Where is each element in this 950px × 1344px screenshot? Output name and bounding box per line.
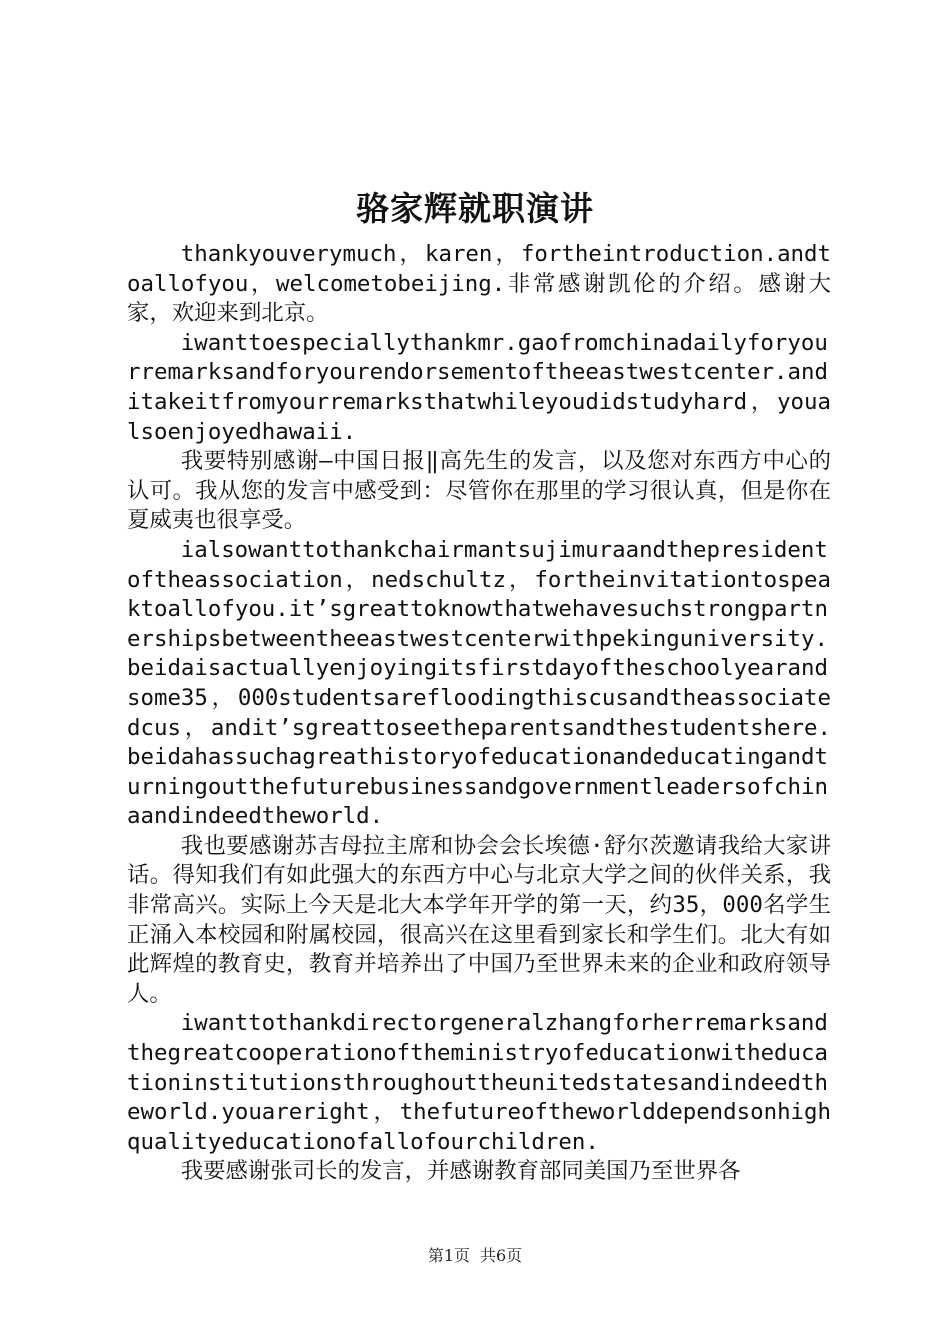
paragraph: thankyouverymuch，karen，fortheintroduction.andtoallofyou，welcometobeijing.非常感谢凯伦的介绍。感谢大家，欢迎来到北京。 [127,241,831,327]
paragraph: iwanttothankdirectorgeneralzhangforherremarksandthegreatcooperationoftheministryofeducationwitheducationinstitutionsthroughouttheunitedstatesandindeedtheworld.youareright，thefutureoftheworlddependsonhighqualityeducationofallofourchildren. [127,1010,831,1155]
paragraph: 我要感谢张司长的发言，并感谢教育部同美国乃至世界各 [180,1158,741,1185]
page-number: 第1页 [427,1246,470,1265]
document-body [127,240,831,1187]
document-title: 骆家辉就职演讲 [356,189,594,228]
paragraph: 我也要感谢苏吉母拉主席和协会会长埃德·舒尔茨邀请我给大家讲话。得知我们有如此强大的东西方中心与北京大学之间的伙伴关系，我非常高兴。实际上今天是北大本学年开学的第一天，约35，000名学生正涌入本校园和附属校园，很高兴在这里看到家长和学生们。北大有如此辉煌的教育史，教育并培养出了中国乃至世界未来的企业和政府领导人。 [127,832,831,1007]
paragraph: ialsowanttothankchairmantsujimuraandthepresidentoftheassociation，nedschultz，fortheinvitationtospeaktoallofyou.it’sgreattoknowthatwehavesuchstrongpartnershipsbetweentheeastwestcenterwithpekinguniversity.beidaisactuallyenjoyingitsfirstdayoftheschoolyearandsome35，000studentsarefloodingthiscusandtheassociatedcus，andit’sgreattoseetheparentsandthestudentshere.beidahassuchagreathistoryofeducationandeducatingandturningoutthefuturebusinessandgovernmentleadersofchinaandindeedtheworld. [127,536,831,830]
page-total: 共6页 [480,1246,523,1265]
paragraph: 我要特别感谢―中国日报‖高先生的发言，以及您对东西方中心的认可。我从您的发言中感受到：尽管你在那里的学习很认真，但是你在夏威夷也很享受。 [127,448,831,534]
paragraph: iwanttoespeciallythankmr.gaofromchinadailyforyourremarksandforyourendorsementoftheeastwestcenter.anditakeitfromyourremarksthatwhileyoudidstudyhard，youalsoenjoyedhawaii. [127,329,831,445]
page-footer [0,1245,950,1267]
